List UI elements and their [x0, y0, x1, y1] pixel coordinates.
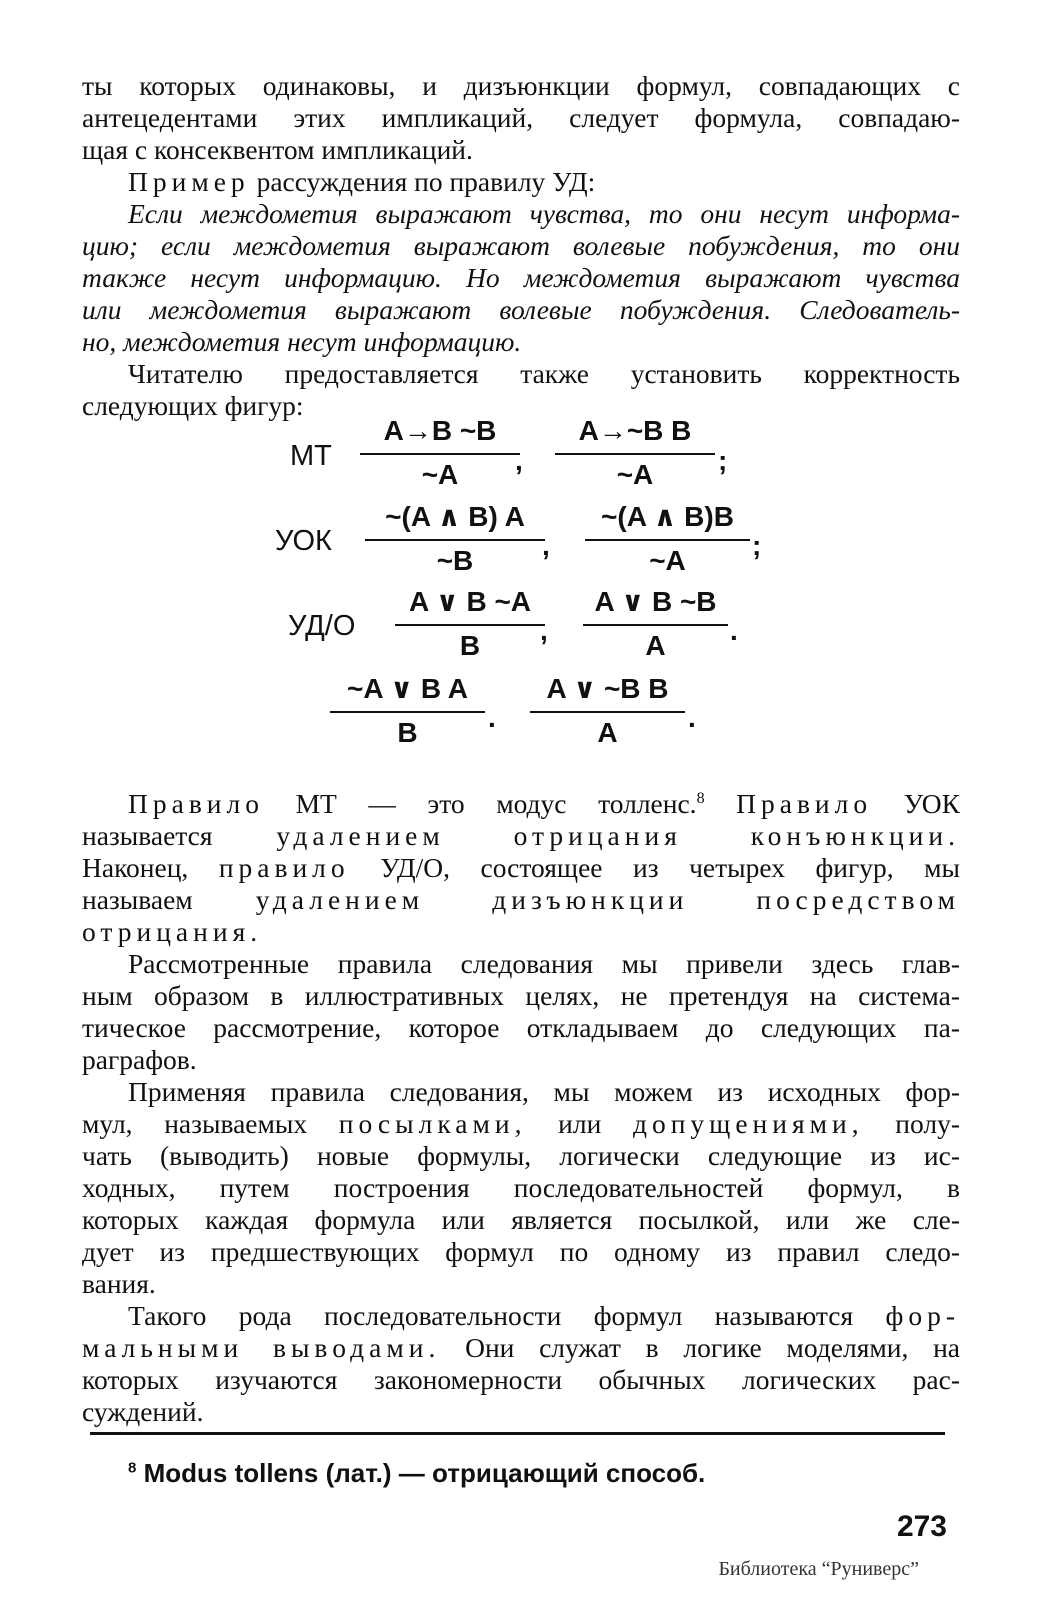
text-line: следующих фигур:	[82, 390, 304, 421]
footnote-ref: 8	[696, 789, 705, 807]
applying-paragraph	[82, 1076, 960, 1300]
conclusion: ~A	[616, 459, 654, 490]
spaced-phrase: мальными выводами.	[82, 1332, 441, 1363]
example-heading	[82, 166, 960, 198]
rules-paragraph	[82, 788, 960, 948]
text-line	[82, 1332, 960, 1364]
period: .	[688, 702, 696, 733]
text-line: Применяя правила следования, мы можем из исходных фор-	[128, 1076, 960, 1107]
fraction-bar	[583, 624, 728, 626]
fraction-bar	[330, 711, 485, 713]
text-line: которых каждая формула или является посылкой, или же сле-	[82, 1204, 960, 1235]
text-line	[82, 820, 960, 852]
comma: ,	[515, 445, 523, 476]
intro-paragraph	[82, 70, 960, 422]
text-line: Рассмотренные правила следования мы привели здесь глав-	[128, 948, 960, 979]
text-span: мул, называемых	[82, 1108, 308, 1139]
text-span: УОК	[903, 788, 960, 819]
spaced-word: посылками,	[338, 1108, 527, 1139]
text-line	[82, 884, 960, 916]
text-line: щая с консеквентом импликаций.	[82, 134, 473, 165]
fraction-bar	[530, 711, 685, 713]
text-span: полу-	[895, 1108, 961, 1139]
figure-udo-3	[330, 672, 485, 749]
text-line	[82, 852, 960, 884]
fraction-bar	[395, 624, 545, 626]
text-line: тическое рассмотрение, которое откладываем до следующих па-	[82, 1012, 960, 1043]
text-line: ты которых одинаковы, и дизъюнкции формул, совпадающих с	[82, 70, 960, 101]
text-line: раграфов.	[82, 1044, 197, 1075]
spaced-word: правило	[218, 852, 350, 883]
italic-line: цию; если междометия выражают волевые побуждения, то они	[82, 230, 960, 261]
spaced-word: фор-	[885, 1300, 961, 1331]
period: .	[730, 615, 738, 646]
formal-derivations-paragraph	[82, 1300, 960, 1428]
figure-udo-4	[530, 672, 685, 749]
comma: ,	[542, 530, 550, 561]
comma: ,	[540, 615, 548, 646]
footnote	[128, 1458, 705, 1489]
text-span: Они служат в логике моделями, на	[465, 1332, 960, 1363]
figure-udo-1	[395, 585, 545, 662]
considered-paragraph	[82, 948, 960, 1076]
text-span: МТ — это модус толленс.	[295, 788, 697, 819]
spaced-word: Правило	[736, 788, 873, 819]
italic-line: или междометия выражают волевые побуждения. Следователь-	[82, 294, 960, 325]
italic-line: Если междометия выражают чувства, то они несут информа-	[128, 198, 960, 229]
text-line: чать (выводить) новые формулы, логически следующие из ис-	[82, 1140, 960, 1171]
rule-label-udo: УД/О	[288, 610, 356, 642]
conclusion: ~A	[649, 545, 686, 576]
example-rest: рассуждения по правилу УД:	[256, 166, 596, 197]
premises: A→~B B	[578, 415, 692, 446]
text-span: Наконец,	[82, 852, 189, 883]
spaced-phrase: удалением отрицания конъюнкции.	[276, 820, 960, 851]
text-span: или	[558, 1108, 602, 1139]
text-span: называем	[82, 884, 193, 915]
spaced-phrase: удалением дизъюнкции посредством	[255, 884, 960, 915]
text-line	[82, 1108, 960, 1140]
text-line: ным образом в иллюстративных целях, не претендуя на система-	[82, 980, 960, 1011]
text-line: антецедентами этих импликаций, следует формула, совпадаю-	[82, 102, 960, 133]
text-line: дует из предшествующих формул по одному из правил следо-	[82, 1236, 960, 1267]
fraction-bar	[360, 453, 520, 455]
text-line: Читателю предоставляется также установить корректность	[128, 358, 960, 389]
conclusion: A	[597, 717, 618, 748]
text-span: называется	[82, 820, 213, 851]
premises: ~(A ∧ B) A	[385, 501, 525, 532]
text-span: УД/О, состоящее из четырех фигур, мы	[380, 852, 961, 883]
text-span: Такого рода последовательности формул называются	[128, 1300, 854, 1331]
text-line	[82, 788, 960, 820]
conclusion: ~A	[421, 459, 459, 490]
example-word: Пример	[128, 166, 250, 197]
text-line: ходных, путем построения последовательностей формул, в	[82, 1172, 960, 1203]
premises: A ∨ ~B B	[546, 673, 669, 704]
premises: A ∨ B ~B	[594, 586, 717, 617]
conclusion: B	[459, 630, 481, 661]
footnote-mark: 8	[128, 1459, 137, 1477]
fraction-bar	[585, 539, 750, 541]
figure-udo-2	[583, 585, 728, 662]
text-line: отрицания.	[82, 916, 263, 947]
fraction-bar	[555, 453, 715, 455]
text-line: вания.	[82, 1268, 156, 1299]
conclusion: ~B	[436, 545, 474, 576]
footnote-text: Modus tollens (лат.) — отрицающий способ.	[143, 1458, 706, 1488]
premises: ~(A ∧ B)B	[601, 501, 734, 532]
rule-label-mt: МТ	[290, 440, 332, 472]
fraction-bar	[365, 539, 545, 541]
italic-line: также несут информацию. Но междометия выражают чувства	[82, 262, 960, 293]
figure-uok-1	[365, 500, 545, 577]
text-line	[82, 1300, 960, 1332]
premises: A→B ~B	[383, 415, 497, 446]
semicolon: ;	[718, 445, 728, 476]
conclusion: A	[645, 630, 666, 661]
spaced-word: допущениями,	[632, 1108, 864, 1139]
page-number: 273	[896, 1510, 947, 1543]
text-line: суждений.	[82, 1396, 204, 1427]
library-watermark: Библиотека “Руниверс”	[718, 1558, 919, 1580]
conclusion: B	[397, 717, 418, 748]
spaced-word: Правило	[128, 788, 264, 819]
premises: A ∨ B ~A	[408, 586, 532, 617]
text-line: которых изучаются закономерности обычных логических рас-	[82, 1364, 960, 1395]
footnote-rule	[90, 1432, 945, 1435]
rule-label-uok: УОК	[275, 525, 332, 557]
figure-uok-2	[585, 500, 750, 577]
premises: ~A ∨ B A	[346, 673, 468, 704]
figure-mt-1	[360, 415, 520, 491]
period: .	[488, 702, 496, 733]
semicolon: ;	[752, 530, 762, 561]
figure-mt-2	[555, 415, 715, 491]
italic-line: но, междометия несут информацию.	[82, 326, 522, 357]
